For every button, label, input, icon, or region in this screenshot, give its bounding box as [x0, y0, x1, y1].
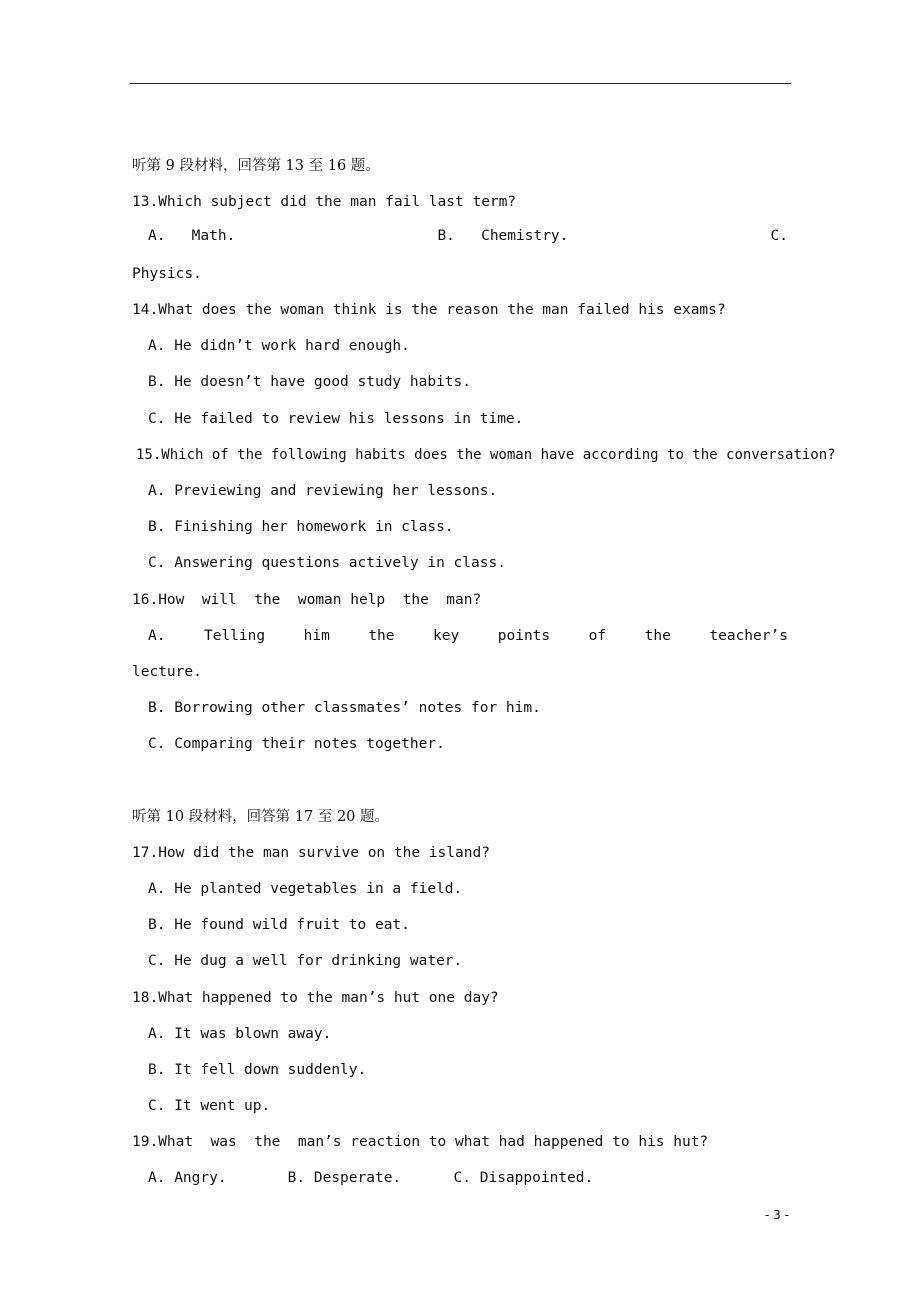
word: teacher’s	[709, 628, 788, 644]
question-17: 17.How did the man survive on the island?	[132, 845, 490, 861]
word: points	[497, 628, 551, 644]
section-header-10: 听第 10 段材料，回答第 17 至 20 题。	[132, 809, 390, 825]
option-c: C. He failed to review his lessons in time.	[148, 411, 524, 427]
question-13: 13.Which subject did the man fail last term?	[132, 194, 517, 210]
word: the	[644, 628, 671, 644]
question-14: 14.What does the woman think is the reason the man failed his exams?	[132, 302, 726, 318]
option-c: C.	[770, 228, 788, 244]
option-c: C. It went up.	[148, 1098, 271, 1114]
option-b: B. He found wild fruit to eat.	[148, 917, 410, 933]
word: Telling	[203, 628, 266, 644]
option-c-continuation: Physics.	[132, 266, 202, 282]
question-13-options	[148, 228, 788, 244]
option-a: A. Previewing and reviewing her lessons.	[148, 483, 498, 499]
question-18: 18.What happened to the man’s hut one day?	[132, 990, 499, 1006]
option-b: B. Chemistry.	[437, 228, 569, 244]
option-a-continuation: lecture.	[132, 664, 202, 680]
question-16-option-a	[148, 626, 788, 646]
word: the	[368, 628, 395, 644]
option-a: A. He didn’t work hard enough.	[148, 338, 410, 354]
word: of	[588, 628, 607, 644]
option-a: A. He planted vegetables in a field.	[148, 881, 463, 897]
word: A.	[148, 628, 166, 644]
word: key	[433, 628, 460, 644]
option-a: A. Math.	[148, 228, 236, 244]
question-15: 15.Which of the following habits does the woman have according to the conversation?	[136, 447, 836, 463]
option-b: B. Finishing her homework in class.	[148, 519, 454, 535]
page-number: - 3 -	[765, 1208, 789, 1222]
header-rule	[130, 83, 791, 84]
option-a: A. It was blown away.	[148, 1026, 332, 1042]
option-b: B. Borrowing other classmates’ notes for him.	[148, 700, 541, 716]
question-16: 16.How will the woman help the man?	[132, 592, 482, 608]
word: him	[303, 628, 330, 644]
question-19: 19.What was the man’s reaction to what had happened to his hut?	[132, 1134, 709, 1150]
option-b: B. He doesn’t have good study habits.	[148, 374, 472, 390]
option-c: C. Answering questions actively in class.	[148, 555, 506, 571]
option-c: C. Comparing their notes together.	[148, 736, 445, 752]
option-b: B. It fell down suddenly.	[148, 1062, 367, 1078]
question-19-options: A. Angry. B. Desperate. C. Disappointed.	[148, 1170, 594, 1186]
option-c: C. He dug a well for drinking water.	[148, 953, 463, 969]
section-header-9: 听第 9 段材料，回答第 13 至 16 题。	[132, 158, 380, 174]
